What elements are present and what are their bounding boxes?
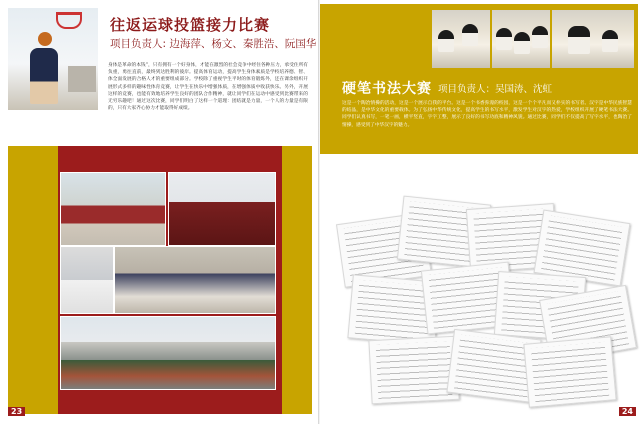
basketball-hoop	[56, 12, 82, 29]
student-figure	[462, 24, 478, 46]
photo-students-writing-1	[432, 10, 490, 68]
photo-students-writing-3	[552, 10, 634, 68]
building-background	[68, 66, 96, 92]
player-figure	[30, 48, 58, 104]
article-body: 身体是革命的本钱”，只有拥有一个好身体，才能在激烈的社会竞争中经住各种压力，承受住所有负重，勇往直前，最终到达胜利的彼岸。提高体育运动，提高学生身体素质是学校培养德、智、体全面发展的合格人才的重要组成部分。学校除了重视学生平时的体育锻炼外，还在课余组织开展形式多样的趣味性体育竞赛，让学生在快乐中增强体质，在增强体质中收获快乐。另外，开展这样的竞赛，也能有效地培养学生良好的团队合作精神，就让同学们在运动中感受到比赛带来的无穷乐趣吧！通过这次比赛，同学们明白了这样一个道理：团结就是力量，一个人的力量是有限的，只有大家齐心协力才能取得好成绩。	[108, 63, 308, 112]
student-figure	[514, 32, 530, 54]
photo-teacher-ball	[168, 172, 276, 246]
basketball-player-photo	[8, 8, 98, 110]
calligraphy-sheets-collage	[340, 200, 632, 408]
calligraphy-sheet	[368, 336, 459, 405]
page-number-left: 23	[8, 407, 25, 416]
photo-audience-cheering	[114, 246, 276, 314]
photo-dribbling-student	[60, 246, 114, 314]
student-figure	[496, 28, 512, 50]
calligraphy-leaders: 项目负责人：吴国涛、沈虹	[438, 84, 553, 95]
basketball	[38, 32, 52, 46]
article-leaders: 项目负责人: 边海萍、杨文、秦胜浩、阮国华	[110, 38, 317, 50]
student-figure	[602, 30, 618, 52]
photo-students-writing-2	[492, 10, 550, 68]
right-page	[320, 0, 640, 424]
photo-campus-field	[60, 316, 276, 390]
calligraphy-sheet	[523, 336, 616, 407]
article-title: 往返运球投篮接力比赛	[110, 16, 271, 34]
student-figure	[438, 30, 454, 52]
photo-students-court	[60, 172, 166, 246]
calligraphy-body: 这是一个陶冶情操的活动，这是一个展示自我的平台。这是一个书香弥漫的校园，这是一个个平凡而又朴实的书写者。汉字是中华民族智慧的结晶，是中华文化的重要载体。为了弘扬中华传统文化，提高学生的书写水平，激发学生对汉字的热爱，学校组织开展了硬笔书法大赛。同学们认真书写，一笔一画，横平竖直，字字工整，展示了良好的书写功底和精神风貌。通过比赛，同学们不仅提高了写字水平，也陶冶了情操，感受到了中华汉字的魅力。	[342, 101, 632, 128]
page-number-right: 24	[619, 407, 636, 416]
student-figure	[532, 26, 548, 48]
student-figure	[568, 26, 590, 54]
calligraphy-title: 硬笔书法大赛	[342, 81, 432, 97]
